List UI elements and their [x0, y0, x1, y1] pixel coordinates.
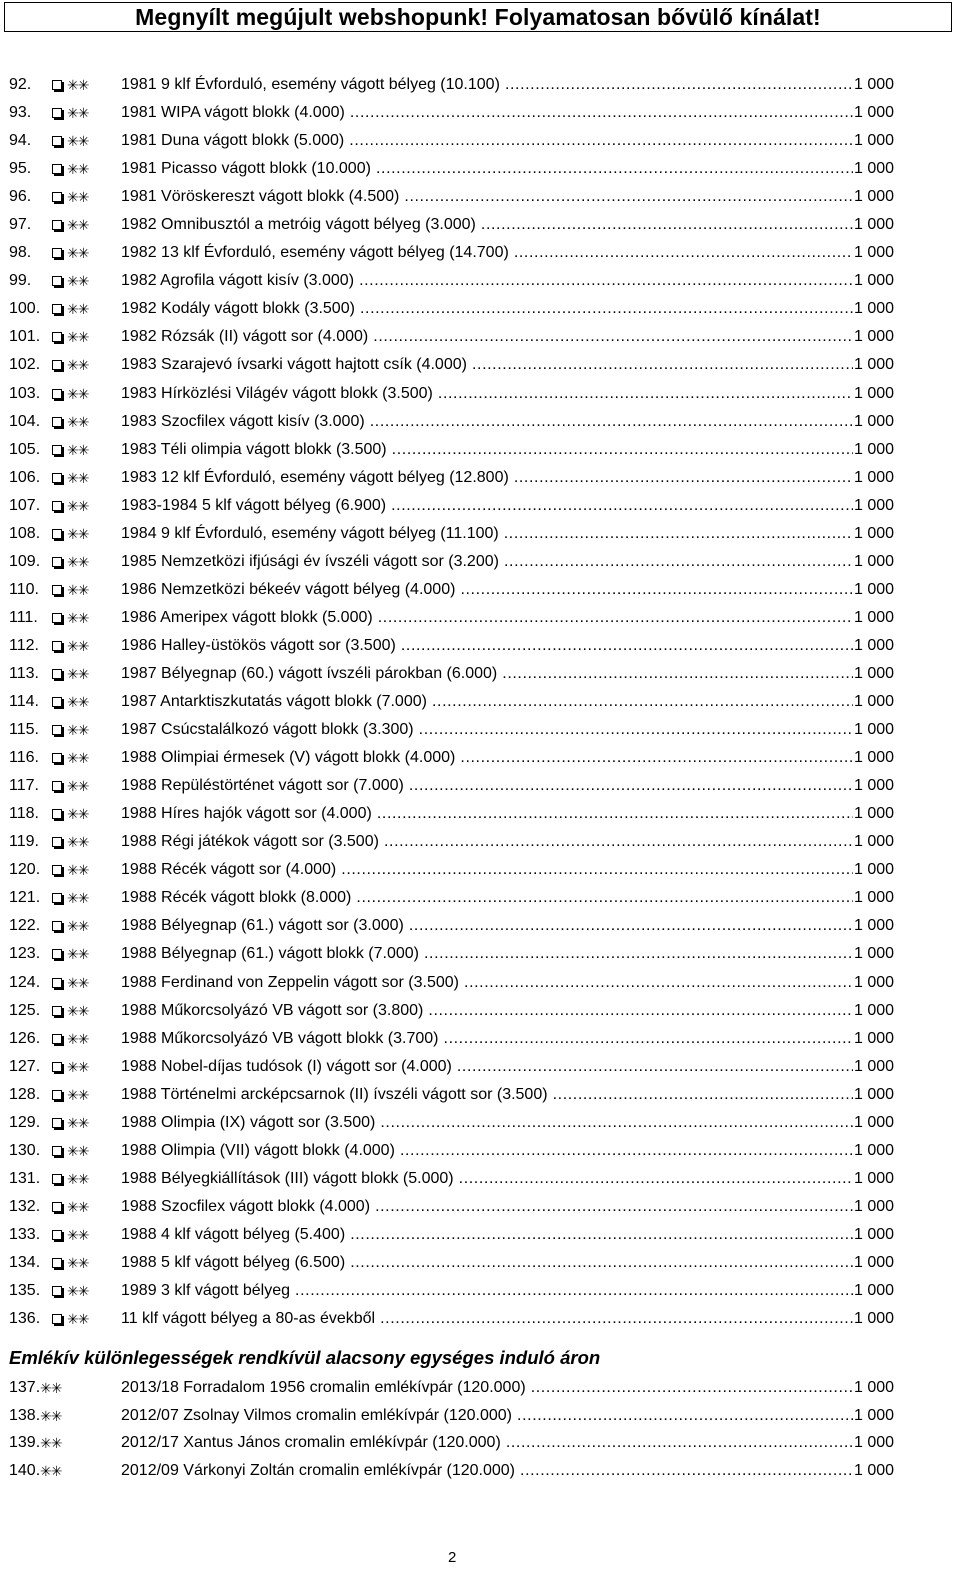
- item-description: 1986 Ameripex vágott blokk (5.000) .....: [121, 604, 853, 632]
- item-description: 1982 Agrofila vágott kisív (3.000) .....: [121, 267, 853, 295]
- mint-stars-icon: ✳✳: [67, 245, 89, 262]
- list-item: [0, 1402, 960, 1430]
- mint-stars-icon: ✳✳: [40, 1435, 62, 1452]
- item-number: 133.: [9, 1225, 41, 1243]
- item-number: 94.: [9, 132, 32, 150]
- souvenir-sheet-list: [0, 1374, 960, 1484]
- checkbox-icon: [52, 80, 62, 90]
- checkbox-icon: [52, 192, 62, 202]
- shop-banner: Megnyílt megújult webshopunk! Folyamatosan bővülő kínálat!: [4, 2, 952, 32]
- list-item: [0, 1081, 960, 1109]
- mint-stars-icon: ✳✳: [67, 553, 89, 570]
- list-item: [0, 267, 960, 295]
- item-price: 1 000: [854, 833, 895, 851]
- item-number: 110.: [9, 580, 39, 598]
- list-item: [0, 969, 960, 997]
- item-number: 92.: [9, 76, 32, 93]
- mint-stars-icon: ✳✳: [67, 581, 89, 598]
- list-item: [0, 1277, 960, 1305]
- item-price: 1 000: [854, 1434, 895, 1452]
- mint-stars-icon: ✳✳: [67, 133, 89, 150]
- item-description: 1988 Repüléstörténet vágott sor (7.000) .....: [121, 772, 853, 800]
- item-description: 1985 Nemzetközi ifjúsági év ívszéli vágott sor (3.200) .....: [121, 548, 853, 576]
- item-number: 108.: [9, 524, 41, 542]
- item-description: 1987 Antarktiszkutatás vágott blokk (7.000) .....: [121, 688, 853, 716]
- list-item: [0, 239, 960, 267]
- checkbox-icon: [52, 1258, 62, 1268]
- item-description: 2012/09 Várkonyi Zoltán cromalin emlékívpár (120.000) .....: [121, 1457, 853, 1485]
- checkbox-icon: [52, 164, 62, 174]
- mint-stars-icon: ✳✳: [67, 1170, 89, 1187]
- item-number: 101.: [9, 328, 41, 346]
- mint-stars-icon: ✳✳: [67, 77, 89, 93]
- item-description: 1987 Bélyegnap (60.) vágott ívszéli párokban (6.000) .....: [121, 660, 853, 688]
- checkbox-icon: [52, 445, 62, 455]
- list-item: [0, 1025, 960, 1053]
- list-item: [0, 323, 960, 351]
- item-number: 99.: [9, 272, 32, 290]
- checkbox-icon: [52, 893, 62, 903]
- list-item: [0, 940, 960, 968]
- checkbox-icon: [52, 1202, 62, 1212]
- item-price: 1 000: [854, 356, 895, 374]
- item-description: 1988 Récék vágott sor (4.000) .....: [121, 856, 853, 884]
- item-price: 1 000: [854, 160, 895, 178]
- list-item: [0, 155, 960, 183]
- item-price: 1 000: [854, 76, 895, 93]
- item-number: 115.: [9, 721, 39, 739]
- mint-stars-icon: ✳✳: [67, 862, 89, 879]
- item-description: 1988 Bélyegnap (61.) vágott blokk (7.000) .....: [121, 940, 853, 968]
- item-number: 128.: [9, 1085, 41, 1103]
- list-item: [0, 464, 960, 492]
- item-description: 1983 Hírközlési Világév vágott blokk (3.500) .....: [121, 380, 853, 408]
- item-description: 1983 12 klf Évforduló, esemény vágott bélyeg (12.800) .....: [121, 464, 853, 492]
- checkbox-icon: [52, 108, 62, 118]
- list-item: [0, 1165, 960, 1193]
- item-description: 1988 Bélyegkiállítások (III) vágott blokk (5.000) .....: [121, 1165, 853, 1193]
- mint-stars-icon: ✳✳: [67, 105, 89, 122]
- item-price: 1 000: [854, 384, 895, 402]
- item-description: 1988 Régi játékok vágott sor (3.500) .....: [121, 828, 853, 856]
- item-price: 1 000: [854, 1001, 895, 1019]
- item-number: 112.: [9, 636, 39, 654]
- mint-stars-icon: ✳✳: [67, 806, 89, 823]
- checkbox-icon: [52, 809, 62, 819]
- mint-stars-icon: ✳✳: [67, 217, 89, 234]
- mint-stars-icon: ✳✳: [40, 1380, 62, 1396]
- item-price: 1 000: [854, 440, 895, 458]
- item-price: 1 000: [854, 1113, 895, 1131]
- item-number: 117.: [9, 777, 39, 795]
- item-number: 140.: [9, 1461, 41, 1479]
- item-price: 1 000: [854, 664, 895, 682]
- checkbox-icon: [52, 641, 62, 651]
- item-description: 1983 Téli olimpia vágott blokk (3.500) .....: [121, 436, 853, 464]
- mint-stars-icon: ✳✳: [67, 918, 89, 935]
- checkbox-icon: [52, 921, 62, 931]
- mint-stars-icon: ✳✳: [67, 1283, 89, 1300]
- checkbox-icon: [52, 473, 62, 483]
- item-price: 1 000: [854, 132, 895, 150]
- mint-stars-icon: ✳✳: [67, 273, 89, 290]
- list-item: [0, 716, 960, 744]
- checkbox-icon: [52, 1006, 62, 1016]
- checkbox-icon: [52, 1034, 62, 1044]
- item-description: 1989 3 klf vágott bélyeg .....: [121, 1277, 853, 1305]
- item-description: 1981 Vöröskereszt vágott blokk (4.500) .....: [121, 183, 853, 211]
- checkbox-icon: [52, 1090, 62, 1100]
- list-item: [0, 1137, 960, 1165]
- item-price: 1 000: [854, 188, 895, 206]
- mint-stars-icon: ✳✳: [67, 1198, 89, 1215]
- item-price: 1 000: [854, 272, 895, 290]
- item-description: 1987 Csúcstalálkozó vágott blokk (3.300) .....: [121, 716, 853, 744]
- item-price: 1 000: [854, 749, 895, 767]
- item-price: 1 000: [854, 328, 895, 346]
- item-description: 1988 4 klf vágott bélyeg (5.400) .....: [121, 1221, 853, 1249]
- item-number: 100.: [9, 300, 41, 318]
- mint-stars-icon: ✳✳: [67, 1086, 89, 1103]
- checkbox-icon: [52, 304, 62, 314]
- checkbox-icon: [52, 781, 62, 791]
- item-description: 1982 Kodály vágott blokk (3.500) .....: [121, 295, 853, 323]
- item-number: 138.: [9, 1406, 41, 1424]
- item-price: 1 000: [854, 636, 895, 654]
- item-description: 1981 Duna vágott blokk (5.000) .....: [121, 127, 853, 155]
- mint-stars-icon: ✳✳: [67, 1114, 89, 1131]
- section-title: Emlékív különlegességek rendkívül alacsony egységes induló áron: [9, 1347, 601, 1368]
- mint-stars-icon: ✳✳: [67, 778, 89, 795]
- mint-stars-icon: ✳✳: [67, 890, 89, 907]
- mint-stars-icon: ✳✳: [67, 1030, 89, 1047]
- item-description: 1988 Bélyegnap (61.) vágott sor (3.000) .....: [121, 912, 853, 940]
- item-price: 1 000: [854, 805, 895, 823]
- item-number: 118.: [9, 805, 39, 823]
- item-description: 1984 9 klf Évforduló, esemény vágott bélyeg (11.100) .....: [121, 520, 853, 548]
- item-description: 1982 13 klf Évforduló, esemény vágott bélyeg (14.700) .....: [121, 239, 853, 267]
- item-number: 124.: [9, 973, 41, 991]
- checkbox-icon: [52, 136, 62, 146]
- checkbox-icon: [52, 1286, 62, 1296]
- list-item: [0, 604, 960, 632]
- item-price: 1 000: [854, 973, 895, 991]
- item-description: 1988 Récék vágott blokk (8.000) .....: [121, 884, 853, 912]
- item-number: 139.: [9, 1434, 41, 1452]
- item-price: 1 000: [854, 917, 895, 935]
- item-number: 134.: [9, 1253, 41, 1271]
- list-item: [0, 1305, 960, 1333]
- item-number: 113.: [9, 664, 39, 682]
- list-item: [0, 127, 960, 155]
- list-item: [0, 1193, 960, 1221]
- list-item: [0, 856, 960, 884]
- mint-stars-icon: ✳✳: [67, 974, 89, 991]
- item-description: 1982 Omnibusztól a metróig vágott bélyeg (3.000) .....: [121, 211, 853, 239]
- item-description: 1988 Szocfilex vágott blokk (4.000) .....: [121, 1193, 853, 1221]
- item-price: 1 000: [854, 1141, 895, 1159]
- item-description: 1982 Rózsák (II) vágott sor (4.000) .....: [121, 323, 853, 351]
- item-number: 125.: [9, 1001, 41, 1019]
- item-price: 1 000: [854, 1379, 895, 1396]
- list-item: [0, 183, 960, 211]
- item-price: 1 000: [854, 1310, 895, 1328]
- checkbox-icon: [52, 725, 62, 735]
- item-description: 1988 Történelmi arcképcsarnok (II) ívszéli vágott sor (3.500) .....: [121, 1081, 853, 1109]
- item-description: 1988 Olimpia (VII) vágott blokk (4.000) .....: [121, 1137, 853, 1165]
- item-price: 1 000: [854, 468, 895, 486]
- item-description: 1988 Műkorcsolyázó VB vágott sor (3.800) .....: [121, 997, 853, 1025]
- mint-stars-icon: ✳✳: [67, 1226, 89, 1243]
- mint-stars-icon: ✳✳: [67, 357, 89, 374]
- item-price: 1 000: [854, 1029, 895, 1047]
- item-price: 1 000: [854, 608, 895, 626]
- mint-stars-icon: ✳✳: [67, 946, 89, 963]
- item-description: 1981 WIPA vágott blokk (4.000) .....: [121, 99, 853, 127]
- list-item: [0, 211, 960, 239]
- item-price: 1 000: [854, 1282, 895, 1300]
- item-number: 130.: [9, 1141, 41, 1159]
- checkbox-icon: [52, 1118, 62, 1128]
- checkbox-icon: [52, 669, 62, 679]
- item-number: 96.: [9, 188, 32, 206]
- item-number: 103.: [9, 384, 41, 402]
- mint-stars-icon: ✳✳: [67, 329, 89, 346]
- list-item: [0, 632, 960, 660]
- item-description: 1981 Picasso vágott blokk (10.000) .....: [121, 155, 853, 183]
- item-price: 1 000: [854, 524, 895, 542]
- item-number: 105.: [9, 440, 41, 458]
- mint-stars-icon: ✳✳: [67, 1311, 89, 1328]
- mint-stars-icon: ✳✳: [67, 1058, 89, 1075]
- item-number: 121.: [9, 889, 41, 907]
- item-price: 1 000: [854, 777, 895, 795]
- item-number: 114.: [9, 693, 39, 711]
- item-number: 129.: [9, 1113, 41, 1131]
- checkbox-icon: [52, 248, 62, 258]
- item-description: 1988 Olimpiai érmesek (V) vágott blokk (4.000) .....: [121, 744, 853, 772]
- mint-stars-icon: ✳✳: [67, 441, 89, 458]
- item-number: 120.: [9, 861, 41, 879]
- mint-stars-icon: ✳✳: [67, 497, 89, 514]
- item-price: 1 000: [854, 1225, 895, 1243]
- item-description: 1986 Halley-üstökös vágott sor (3.500) .....: [121, 632, 853, 660]
- mint-stars-icon: ✳✳: [67, 385, 89, 402]
- checkbox-icon: [52, 1146, 62, 1156]
- list-item: [0, 408, 960, 436]
- list-item: [0, 295, 960, 323]
- mint-stars-icon: ✳✳: [67, 1002, 89, 1019]
- item-description: 1983 Szocfilex vágott kisív (3.000) .....: [121, 408, 853, 436]
- item-number: 119.: [9, 833, 39, 851]
- item-price: 1 000: [854, 1169, 895, 1187]
- checkbox-icon: [52, 360, 62, 370]
- mint-stars-icon: ✳✳: [67, 694, 89, 711]
- item-description: 2012/17 Xantus János cromalin emlékívpár (120.000) .....: [121, 1429, 853, 1457]
- list-item: [0, 997, 960, 1025]
- item-description: 2012/07 Zsolnay Vilmos cromalin emlékívpár (120.000) .....: [121, 1402, 853, 1430]
- list-item: [0, 660, 960, 688]
- checkbox-icon: [52, 613, 62, 623]
- mint-stars-icon: ✳✳: [67, 834, 89, 851]
- item-price: 1 000: [854, 945, 895, 963]
- item-price: 1 000: [854, 1085, 895, 1103]
- checkbox-icon: [52, 557, 62, 567]
- item-number: 132.: [9, 1197, 41, 1215]
- checkbox-icon: [52, 1174, 62, 1184]
- mint-stars-icon: ✳✳: [67, 469, 89, 486]
- checkbox-icon: [52, 417, 62, 427]
- item-number: 127.: [9, 1057, 41, 1075]
- item-price: 1 000: [854, 580, 895, 598]
- mint-stars-icon: ✳✳: [67, 665, 89, 682]
- checkbox-icon: [52, 220, 62, 230]
- item-number: 137.: [9, 1379, 41, 1396]
- checkbox-icon: [52, 1314, 62, 1324]
- item-description: 1983 Szarajevó ívsarki vágott hajtott csík (4.000) .....: [121, 351, 853, 379]
- list-item: [0, 772, 960, 800]
- item-price: 1 000: [854, 1197, 895, 1215]
- stamp-list: [0, 71, 960, 1333]
- mint-stars-icon: ✳✳: [40, 1407, 62, 1424]
- item-price: 1 000: [854, 1057, 895, 1075]
- item-number: 135.: [9, 1282, 41, 1300]
- item-number: 123.: [9, 945, 41, 963]
- list-item: [0, 380, 960, 408]
- mint-stars-icon: ✳✳: [67, 637, 89, 654]
- item-description: 1981 9 klf Évforduló, esemény vágott bélyeg (10.100) .....: [121, 71, 853, 99]
- mint-stars-icon: ✳✳: [67, 413, 89, 430]
- list-item: [0, 688, 960, 716]
- checkbox-icon: [52, 276, 62, 286]
- item-number: 122.: [9, 917, 41, 935]
- item-number: 131.: [9, 1169, 41, 1187]
- mint-stars-icon: ✳✳: [40, 1462, 62, 1479]
- item-description: 11 klf vágott bélyeg a 80-as évekből .....: [121, 1305, 853, 1333]
- checkbox-icon: [52, 697, 62, 707]
- item-price: 1 000: [854, 412, 895, 430]
- item-price: 1 000: [854, 216, 895, 234]
- mint-stars-icon: ✳✳: [67, 189, 89, 206]
- item-price: 1 000: [854, 721, 895, 739]
- list-item: [0, 576, 960, 604]
- item-description: 1986 Nemzetközi békeév vágott bélyeg (4.000) .....: [121, 576, 853, 604]
- checkbox-icon: [52, 753, 62, 763]
- list-item: [0, 1221, 960, 1249]
- list-item: [0, 436, 960, 464]
- checkbox-icon: [52, 529, 62, 539]
- item-description: 1988 Híres hajók vágott sor (4.000) .....: [121, 800, 853, 828]
- checkbox-icon: [52, 501, 62, 511]
- mint-stars-icon: ✳✳: [67, 1142, 89, 1159]
- item-price: 1 000: [854, 300, 895, 318]
- mint-stars-icon: ✳✳: [67, 1254, 89, 1271]
- checkbox-icon: [52, 837, 62, 847]
- list-item: [0, 99, 960, 127]
- item-price: 1 000: [854, 496, 895, 514]
- checkbox-icon: [52, 978, 62, 988]
- list-item: [0, 1053, 960, 1081]
- checkbox-icon: [52, 949, 62, 959]
- list-item: [0, 1374, 960, 1402]
- item-number: 106.: [9, 468, 41, 486]
- list-item: [0, 71, 960, 99]
- item-price: 1 000: [854, 693, 895, 711]
- checkbox-icon: [52, 332, 62, 342]
- item-number: 136.: [9, 1310, 41, 1328]
- mint-stars-icon: ✳✳: [67, 161, 89, 178]
- item-price: 1 000: [854, 552, 895, 570]
- mint-stars-icon: ✳✳: [67, 750, 89, 767]
- item-price: 1 000: [854, 1461, 895, 1479]
- item-description: 1983-1984 5 klf vágott bélyeg (6.900) .....: [121, 492, 853, 520]
- item-number: 98.: [9, 244, 32, 262]
- item-description: 1988 Olimpia (IX) vágott sor (3.500) .....: [121, 1109, 853, 1137]
- item-number: 95.: [9, 160, 32, 178]
- item-number: 109.: [9, 552, 41, 570]
- checkbox-icon: [52, 585, 62, 595]
- item-number: 104.: [9, 412, 41, 430]
- list-item: [0, 884, 960, 912]
- item-description: 1988 Műkorcsolyázó VB vágott blokk (3.700) .....: [121, 1025, 853, 1053]
- item-number: 93.: [9, 104, 32, 122]
- item-price: 1 000: [854, 1406, 895, 1424]
- item-number: 97.: [9, 216, 32, 234]
- item-price: 1 000: [854, 889, 895, 907]
- item-number: 111.: [9, 608, 38, 626]
- list-item: [0, 744, 960, 772]
- item-description: 1988 Ferdinand von Zeppelin vágott sor (3.500) .....: [121, 969, 853, 997]
- item-description: 2013/18 Forradalom 1956 cromalin emlékívpár (120.000) .....: [121, 1374, 853, 1402]
- mint-stars-icon: ✳✳: [67, 301, 89, 318]
- list-item: [0, 492, 960, 520]
- item-price: 1 000: [854, 244, 895, 262]
- item-number: 116.: [9, 749, 39, 767]
- item-number: 126.: [9, 1029, 41, 1047]
- list-item: [0, 1249, 960, 1277]
- item-description: 1988 Nobel-díjas tudósok (I) vágott sor (4.000) .....: [121, 1053, 853, 1081]
- item-description: 1988 5 klf vágott bélyeg (6.500) .....: [121, 1249, 853, 1277]
- list-item: [0, 1457, 960, 1485]
- checkbox-icon: [52, 389, 62, 399]
- item-number: 107.: [9, 496, 41, 514]
- checkbox-icon: [52, 1230, 62, 1240]
- list-item: [0, 351, 960, 379]
- item-price: 1 000: [854, 1253, 895, 1271]
- list-item: [0, 1429, 960, 1457]
- page-number: 2: [448, 1549, 457, 1566]
- list-item: [0, 1109, 960, 1137]
- item-number: 102.: [9, 356, 41, 374]
- item-price: 1 000: [854, 104, 895, 122]
- list-item: [0, 548, 960, 576]
- mint-stars-icon: ✳✳: [67, 722, 89, 739]
- list-item: [0, 800, 960, 828]
- list-item: [0, 520, 960, 548]
- list-item: [0, 912, 960, 940]
- mint-stars-icon: ✳✳: [67, 525, 89, 542]
- mint-stars-icon: ✳✳: [67, 609, 89, 626]
- checkbox-icon: [52, 1062, 62, 1072]
- item-price: 1 000: [854, 861, 895, 879]
- list-item: [0, 828, 960, 856]
- checkbox-icon: [52, 865, 62, 875]
